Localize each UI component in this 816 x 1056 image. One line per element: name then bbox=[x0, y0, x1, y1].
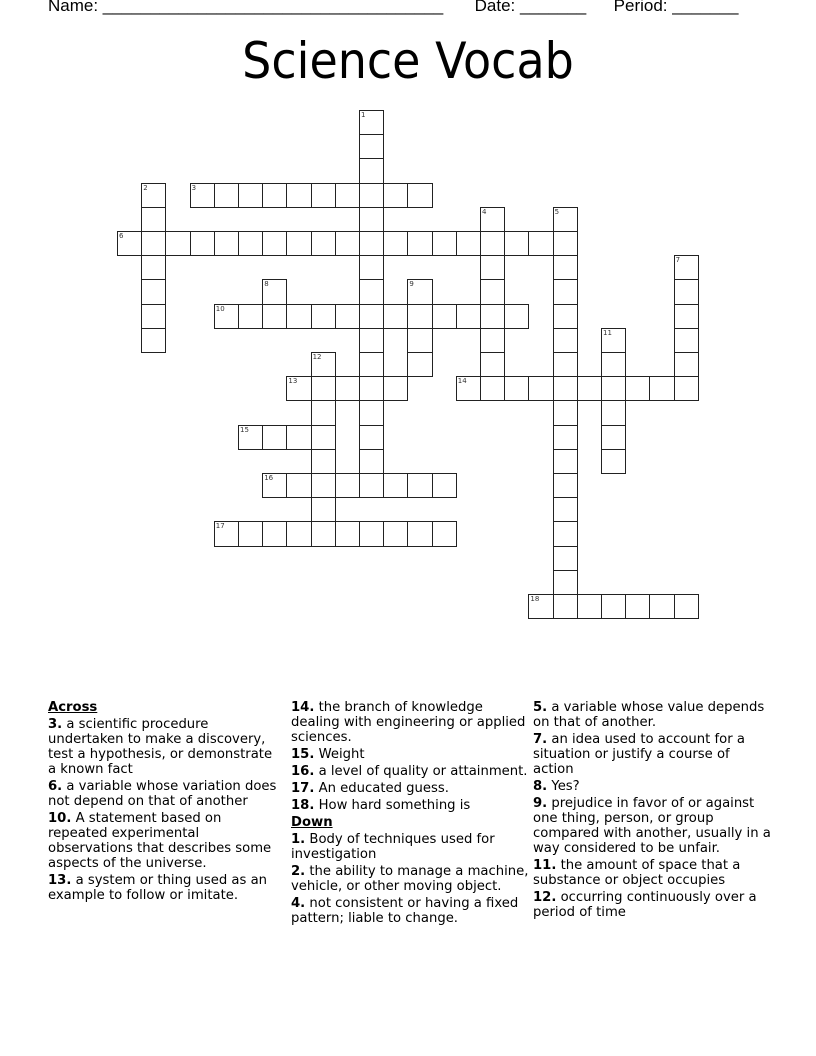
crossword-cell[interactable] bbox=[383, 231, 408, 256]
crossword-cell[interactable] bbox=[601, 352, 626, 377]
crossword-cell[interactable] bbox=[286, 521, 311, 546]
crossword-cell[interactable] bbox=[553, 376, 578, 401]
crossword-cell[interactable] bbox=[311, 425, 336, 450]
crossword-cell[interactable] bbox=[432, 304, 457, 329]
clue-number: 11 bbox=[603, 328, 612, 337]
crossword-cell[interactable] bbox=[674, 255, 699, 280]
crossword-cell[interactable] bbox=[480, 376, 505, 401]
crossword-cell[interactable] bbox=[141, 255, 166, 280]
crossword-cell[interactable] bbox=[190, 231, 215, 256]
crossword-cell[interactable] bbox=[117, 231, 142, 256]
crossword-cell[interactable] bbox=[238, 521, 263, 546]
clue-number: 9 bbox=[409, 280, 414, 289]
crossword-cell[interactable] bbox=[214, 304, 239, 329]
clue-across-3: 3. a scientific procedure undertaken to make a discovery, test a hypothesis, or demonstrate a known fact bbox=[48, 717, 273, 777]
crossword-cell[interactable] bbox=[286, 376, 311, 401]
clue-number: 18 bbox=[530, 595, 540, 603]
crossword-cell[interactable] bbox=[674, 376, 699, 401]
crossword-cell[interactable] bbox=[238, 304, 263, 329]
crossword-cell[interactable] bbox=[311, 352, 336, 377]
clue-across-16: 16. a level of quality or attainment. bbox=[291, 764, 528, 779]
crossword-cell[interactable] bbox=[407, 183, 432, 208]
crossword-cell[interactable] bbox=[262, 183, 287, 208]
clue-across-15: 15. Weight bbox=[291, 747, 365, 762]
crossword-cell[interactable] bbox=[359, 449, 384, 474]
page-title: Science Vocab bbox=[242, 32, 574, 90]
crossword-cell[interactable] bbox=[141, 231, 166, 256]
clue-number: 13 bbox=[288, 377, 298, 386]
crossword-cell[interactable] bbox=[553, 497, 578, 522]
crossword-cell[interactable] bbox=[625, 376, 650, 401]
crossword-cell[interactable] bbox=[553, 594, 578, 619]
crossword-cell[interactable] bbox=[407, 304, 432, 329]
clues-column-2 bbox=[291, 700, 529, 928]
crossword-cell[interactable] bbox=[335, 183, 360, 208]
clue-number: 3 bbox=[191, 183, 197, 192]
crossword-cell[interactable] bbox=[649, 594, 674, 619]
crossword-cell[interactable] bbox=[286, 183, 311, 208]
crossword-cell[interactable] bbox=[262, 425, 287, 450]
crossword-cell[interactable] bbox=[214, 521, 239, 546]
crossword-cell[interactable] bbox=[238, 183, 263, 208]
clue-down-2: 2. the ability to manage a machine, vehicle, or other moving object. bbox=[291, 864, 529, 894]
crossword-cell[interactable] bbox=[456, 376, 481, 401]
crossword-cell[interactable] bbox=[359, 328, 384, 353]
crossword-cell[interactable] bbox=[674, 328, 699, 353]
clue-down-5: 5. a variable whose value depends on that of another. bbox=[533, 700, 765, 730]
clue-number: 7 bbox=[675, 256, 681, 265]
clue-down-8: 8. Yes? bbox=[533, 779, 580, 794]
crossword-cell[interactable] bbox=[649, 376, 674, 401]
clue-number: 15 bbox=[240, 425, 249, 434]
crossword-cell[interactable] bbox=[383, 183, 408, 208]
crossword-cell[interactable] bbox=[407, 352, 432, 377]
clues-column-1 bbox=[48, 700, 283, 905]
crossword-cell[interactable] bbox=[262, 231, 287, 256]
crossword-cell[interactable] bbox=[553, 521, 578, 546]
crossword-cell[interactable] bbox=[335, 473, 360, 498]
down-heading: Down bbox=[291, 815, 333, 830]
clue-number: 2 bbox=[143, 183, 148, 192]
clue-across-10: 10. A statement based on repeated experimental observations that describes some aspects of the universe. bbox=[48, 811, 272, 871]
crossword-cell[interactable] bbox=[553, 449, 578, 474]
crossword-cell[interactable] bbox=[262, 279, 287, 304]
crossword-cell[interactable] bbox=[480, 328, 505, 353]
crossword-cell[interactable] bbox=[262, 304, 287, 329]
crossword-cell[interactable] bbox=[407, 473, 432, 498]
crossword-cell[interactable] bbox=[311, 400, 336, 425]
crossword-cell[interactable] bbox=[504, 304, 529, 329]
crossword-cell[interactable] bbox=[359, 304, 384, 329]
across-heading: Across bbox=[48, 700, 98, 715]
crossword-cell[interactable] bbox=[383, 376, 408, 401]
crossword-cell[interactable] bbox=[335, 521, 360, 546]
crossword-cell[interactable] bbox=[165, 231, 190, 256]
clue-down-7: 7. an idea used to account for a situation or justify a course of action bbox=[533, 732, 745, 777]
crossword-cell[interactable] bbox=[601, 376, 626, 401]
crossword-cell[interactable] bbox=[432, 231, 457, 256]
crossword-cell[interactable] bbox=[311, 521, 336, 546]
crossword-cell[interactable] bbox=[480, 231, 505, 256]
clue-across-18: 18. How hard something is bbox=[291, 798, 471, 813]
crossword-cell[interactable] bbox=[359, 425, 384, 450]
crossword-cell[interactable] bbox=[407, 231, 432, 256]
crossword-cell[interactable] bbox=[359, 376, 384, 401]
crossword-cell[interactable] bbox=[674, 594, 699, 619]
crossword-cell[interactable] bbox=[286, 231, 311, 256]
crossword-cell[interactable] bbox=[359, 110, 384, 135]
crossword-cell[interactable] bbox=[456, 231, 481, 256]
clue-number: 12 bbox=[312, 353, 322, 361]
clue-number: 1 bbox=[361, 111, 366, 119]
crossword-cell[interactable] bbox=[359, 521, 384, 546]
crossword-cell[interactable] bbox=[553, 570, 578, 595]
clue-across-14: 14. the branch of knowledge dealing with engineering or applied sciences. bbox=[291, 700, 526, 745]
crossword-cell[interactable] bbox=[311, 183, 336, 208]
crossword-cell[interactable] bbox=[141, 279, 166, 304]
crossword-cell[interactable] bbox=[577, 594, 602, 619]
crossword-cell[interactable] bbox=[359, 279, 384, 304]
crossword-cell[interactable] bbox=[480, 352, 505, 377]
crossword-cell[interactable] bbox=[480, 255, 505, 280]
crossword-cell[interactable] bbox=[407, 521, 432, 546]
crossword-cell[interactable] bbox=[577, 376, 602, 401]
crossword-cell[interactable] bbox=[504, 231, 529, 256]
clues-column-3 bbox=[533, 700, 773, 922]
crossword-cell[interactable] bbox=[674, 304, 699, 329]
crossword-cell[interactable] bbox=[553, 473, 578, 498]
date-field[interactable]: Date: _______ bbox=[474, 0, 587, 15]
crossword-cell[interactable] bbox=[359, 231, 384, 256]
crossword-cell[interactable] bbox=[674, 279, 699, 304]
crossword-cell[interactable] bbox=[528, 594, 553, 619]
clue-number: 16 bbox=[264, 474, 274, 482]
crossword-cell[interactable] bbox=[432, 473, 457, 498]
crossword-cell[interactable] bbox=[383, 521, 408, 546]
crossword-cell[interactable] bbox=[528, 376, 553, 401]
crossword-cell[interactable] bbox=[311, 376, 336, 401]
name-field[interactable]: Name: ____________________________________ bbox=[48, 0, 444, 15]
crossword-cell[interactable] bbox=[456, 304, 481, 329]
crossword-cell[interactable] bbox=[286, 304, 311, 329]
crossword-cell[interactable] bbox=[238, 231, 263, 256]
clue-number: 14 bbox=[457, 377, 467, 386]
crossword-cell[interactable] bbox=[311, 473, 336, 498]
crossword-cell[interactable] bbox=[214, 231, 239, 256]
clue-down-11: 11. the amount of space that a substance or object occupies bbox=[533, 858, 741, 888]
crossword-cell[interactable] bbox=[359, 473, 384, 498]
crossword-cell[interactable] bbox=[674, 352, 699, 377]
crossword-cell[interactable] bbox=[359, 134, 384, 159]
crossword-cell[interactable] bbox=[383, 473, 408, 498]
crossword-cell[interactable] bbox=[311, 304, 336, 329]
crossword-cell[interactable] bbox=[553, 546, 578, 571]
crossword-cell[interactable] bbox=[359, 255, 384, 280]
crossword-cell[interactable] bbox=[359, 158, 384, 183]
crossword-cell[interactable] bbox=[262, 473, 287, 498]
crossword-cell[interactable] bbox=[335, 304, 360, 329]
crossword-cell[interactable] bbox=[601, 328, 626, 353]
crossword-cell[interactable] bbox=[601, 425, 626, 450]
crossword-cell[interactable] bbox=[359, 207, 384, 232]
crossword-cell[interactable] bbox=[262, 521, 287, 546]
crossword-cell[interactable] bbox=[214, 183, 239, 208]
crossword-cell[interactable] bbox=[383, 304, 408, 329]
crossword-cell[interactable] bbox=[335, 231, 360, 256]
crossword-cell[interactable] bbox=[141, 304, 166, 329]
clue-number: 5 bbox=[554, 207, 560, 216]
crossword-cell[interactable] bbox=[480, 304, 505, 329]
crossword-cell[interactable] bbox=[553, 231, 578, 256]
crossword-cell[interactable] bbox=[238, 425, 263, 450]
crossword-cell[interactable] bbox=[601, 400, 626, 425]
clue-number: 4 bbox=[482, 207, 487, 216]
crossword-cell[interactable] bbox=[359, 183, 384, 208]
crossword-cell[interactable] bbox=[141, 183, 166, 208]
crossword-cell[interactable] bbox=[286, 425, 311, 450]
clue-across-13: 13. a system or thing used as an example to follow or imitate. bbox=[48, 873, 268, 903]
clue-across-17: 17. An educated guess. bbox=[291, 781, 449, 796]
crossword-cell[interactable] bbox=[625, 594, 650, 619]
crossword-cell[interactable] bbox=[286, 473, 311, 498]
clue-number: 6 bbox=[119, 232, 124, 240]
crossword-cell[interactable] bbox=[553, 328, 578, 353]
crossword-cell[interactable] bbox=[553, 207, 578, 232]
crossword-cell[interactable] bbox=[311, 231, 336, 256]
crossword-cell[interactable] bbox=[480, 279, 505, 304]
crossword-cell[interactable] bbox=[432, 521, 457, 546]
crossword-cell[interactable] bbox=[601, 594, 626, 619]
crossword-cell[interactable] bbox=[359, 400, 384, 425]
crossword-cell[interactable] bbox=[311, 497, 336, 522]
period-field[interactable]: Period: _______ bbox=[613, 0, 739, 15]
crossword-cell[interactable] bbox=[190, 183, 215, 208]
crossword-cell[interactable] bbox=[311, 449, 336, 474]
crossword-cell[interactable] bbox=[480, 207, 505, 232]
crossword-cell[interactable] bbox=[407, 279, 432, 304]
crossword-cell[interactable] bbox=[528, 231, 553, 256]
clue-down-1: 1. Body of techniques used for investigation bbox=[291, 832, 495, 862]
crossword-cell[interactable] bbox=[141, 328, 166, 353]
clue-down-9: 9. prejudice in favor of or against one thing, person, or group compared with another, usually in a way considered to be unfair. bbox=[533, 796, 771, 856]
crossword-cell[interactable] bbox=[359, 352, 384, 377]
crossword-cell[interactable] bbox=[335, 376, 360, 401]
crossword-cell[interactable] bbox=[553, 304, 578, 329]
clue-number: 8 bbox=[264, 280, 269, 289]
clue-down-12: 12. occurring continuously over a period of time bbox=[533, 890, 757, 920]
crossword-cell[interactable] bbox=[601, 449, 626, 474]
clue-across-6: 6. a variable whose variation does not depend on that of another bbox=[48, 779, 277, 809]
crossword-cell[interactable] bbox=[504, 376, 529, 401]
crossword-cell[interactable] bbox=[553, 400, 578, 425]
crossword-cell[interactable] bbox=[553, 279, 578, 304]
crossword-cell[interactable] bbox=[407, 328, 432, 353]
crossword-cell[interactable] bbox=[553, 425, 578, 450]
crossword-cell[interactable] bbox=[553, 255, 578, 280]
clue-number: 10 bbox=[215, 304, 225, 313]
crossword-cell[interactable] bbox=[553, 352, 578, 377]
clue-number: 17 bbox=[215, 522, 225, 531]
crossword-cell[interactable] bbox=[141, 207, 166, 232]
clue-down-4: 4. not consistent or having a fixed pattern; liable to change. bbox=[291, 896, 519, 926]
